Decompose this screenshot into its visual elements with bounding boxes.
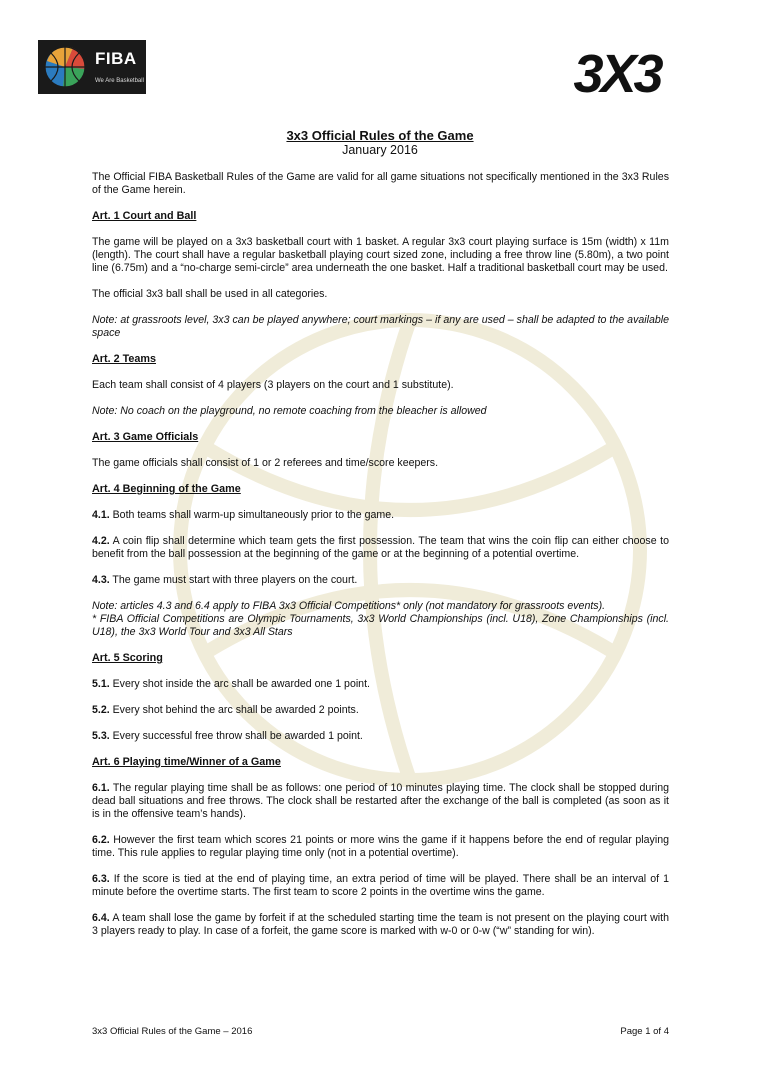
footer-document-name: 3x3 Official Rules of the Game – 2016 [92, 1026, 253, 1037]
article-3-paragraph: The game officials shall consist of 1 or 2 referees and time/score keepers. [92, 457, 439, 469]
rule-6-2 [92, 834, 669, 860]
document-header [92, 128, 668, 158]
article-1-ball-paragraph: The official 3x3 ball shall be used in all categories. [92, 288, 328, 300]
rule-number: 4.2. [92, 535, 110, 547]
3x3-logo [556, 42, 678, 100]
document-body [92, 171, 669, 951]
article-5-heading: Art. 5 Scoring [92, 652, 163, 664]
page-number: Page 1 of 4 [620, 1026, 669, 1037]
rule-number: 5.3. [92, 730, 110, 742]
rule-number: 6.4. [92, 912, 110, 924]
rule-5-3 [92, 730, 669, 743]
article-2-paragraph: Each team shall consist of 4 players (3 players on the court and 1 substitute). [92, 379, 454, 391]
rule-text: A team shall lose the game by forfeit if at the scheduled starting time the team is not present on the playing court with 3 players ready to play. In case of a forfeit, the game score is marked with w-0 or 0-w (“w” standing for win). [92, 912, 669, 937]
basketball-icon [43, 45, 87, 89]
fiba-tagline: We Are Basketball [95, 78, 144, 84]
article-6-heading: Art. 6 Playing time/Winner of a Game [92, 756, 281, 768]
rule-text: Every successful free throw shall be awarded 1 point. [109, 730, 363, 742]
fiba-brand-text: FIBA [95, 49, 137, 68]
rule-text: Every shot behind the arc shall be awarded 2 points. [109, 704, 359, 716]
intro-paragraph: The Official FIBA Basketball Rules of the Game are valid for all game situations not specifically mentioned in the 3x3 Rules of the Game herein. [92, 171, 669, 196]
rule-number: 6.1. [92, 782, 110, 794]
rule-text: However the first team which scores 21 points or more wins the game if it happens before the end of regular playing time. This rule applies to regular playing time only (not in a potential overtime). [92, 834, 669, 859]
article-1-paragraph: The game will be played on a 3x3 basketball court with 1 basket. A regular 3x3 court playing surface is 15m (width) x 11m (length). The court shall have a regular basketball playing court sized zone, including a free throw line (5.80m), a two point line (6.75m) and a “no-charge semi-circle” area underneath the one basket. Half a traditional basketball court may be used. [92, 236, 669, 274]
rule-number: 5.1. [92, 678, 110, 690]
rule-number: 4.1. [92, 509, 110, 521]
rule-text: If the score is tied at the end of playing time, an extra period of time will be played. There shall be an interval of 1 minute before the overtime starts. The first team to score 2 points in the overtime wins the game. [92, 873, 669, 898]
rule-number: 5.2. [92, 704, 110, 716]
article-3-heading: Art. 3 Game Officials [92, 431, 199, 443]
rule-number: 6.3. [92, 873, 110, 885]
article-2-note: Note: No coach on the playground, no remote coaching from the bleacher is allowed [92, 405, 487, 417]
article-4-note [92, 600, 669, 639]
rule-6-3 [92, 873, 669, 899]
rule-5-2 [92, 704, 669, 717]
article-2-heading: Art. 2 Teams [92, 353, 157, 365]
rule-4-1 [92, 509, 669, 522]
rule-6-4 [92, 912, 669, 938]
article-1-heading: Art. 1 Court and Ball [92, 210, 197, 222]
rule-text: A coin flip shall determine which team gets the first possession. The team that wins the coin flip can either choose to benefit from the ball possession at the beginning of the game or at the beginning of a potential overtime. [92, 535, 669, 560]
rule-4-3 [92, 574, 669, 587]
article-1-note: Note: at grassroots level, 3x3 can be played anywhere; court markings – if any are used – shall be adapted to the available space [92, 314, 669, 339]
3x3-logo-text: 3X3 [573, 44, 661, 100]
rule-text: The regular playing time shall be as follows: one period of 10 minutes playing time. The clock shall be stopped during dead ball situations and free throws. The clock shall be restarted after the exchange of the ball is completed (as soon as it is in the offensive team’s hands). [92, 782, 669, 820]
rule-5-1 [92, 678, 669, 691]
rule-text: Every shot inside the arc shall be awarded one 1 point. [109, 678, 370, 690]
article-4-heading: Art. 4 Beginning of the Game [92, 483, 241, 495]
rule-text: Both teams shall warm-up simultaneously prior to the game. [109, 509, 395, 521]
article-4-note-line-2: * FIBA Official Competitions are Olympic Tournaments, 3x3 World Championships (incl. U18), Zone Championships (incl. U18), the 3x3 World Tour and 3x3 All Stars [92, 613, 669, 638]
rule-number: 6.2. [92, 834, 110, 846]
page-title: 3x3 Official Rules of the Game [286, 128, 474, 143]
rule-4-2 [92, 535, 669, 561]
page-footer [92, 1026, 669, 1038]
rule-text: The game must start with three players on the court. [109, 574, 358, 586]
document-date: January 2016 [342, 143, 418, 157]
fiba-logo [38, 40, 146, 94]
rule-6-1 [92, 782, 669, 821]
article-4-note-line-1: Note: articles 4.3 and 6.4 apply to FIBA 3x3 Official Competitions* only (not mandatory for grassroots events). [92, 600, 606, 612]
rule-number: 4.3. [92, 574, 110, 586]
